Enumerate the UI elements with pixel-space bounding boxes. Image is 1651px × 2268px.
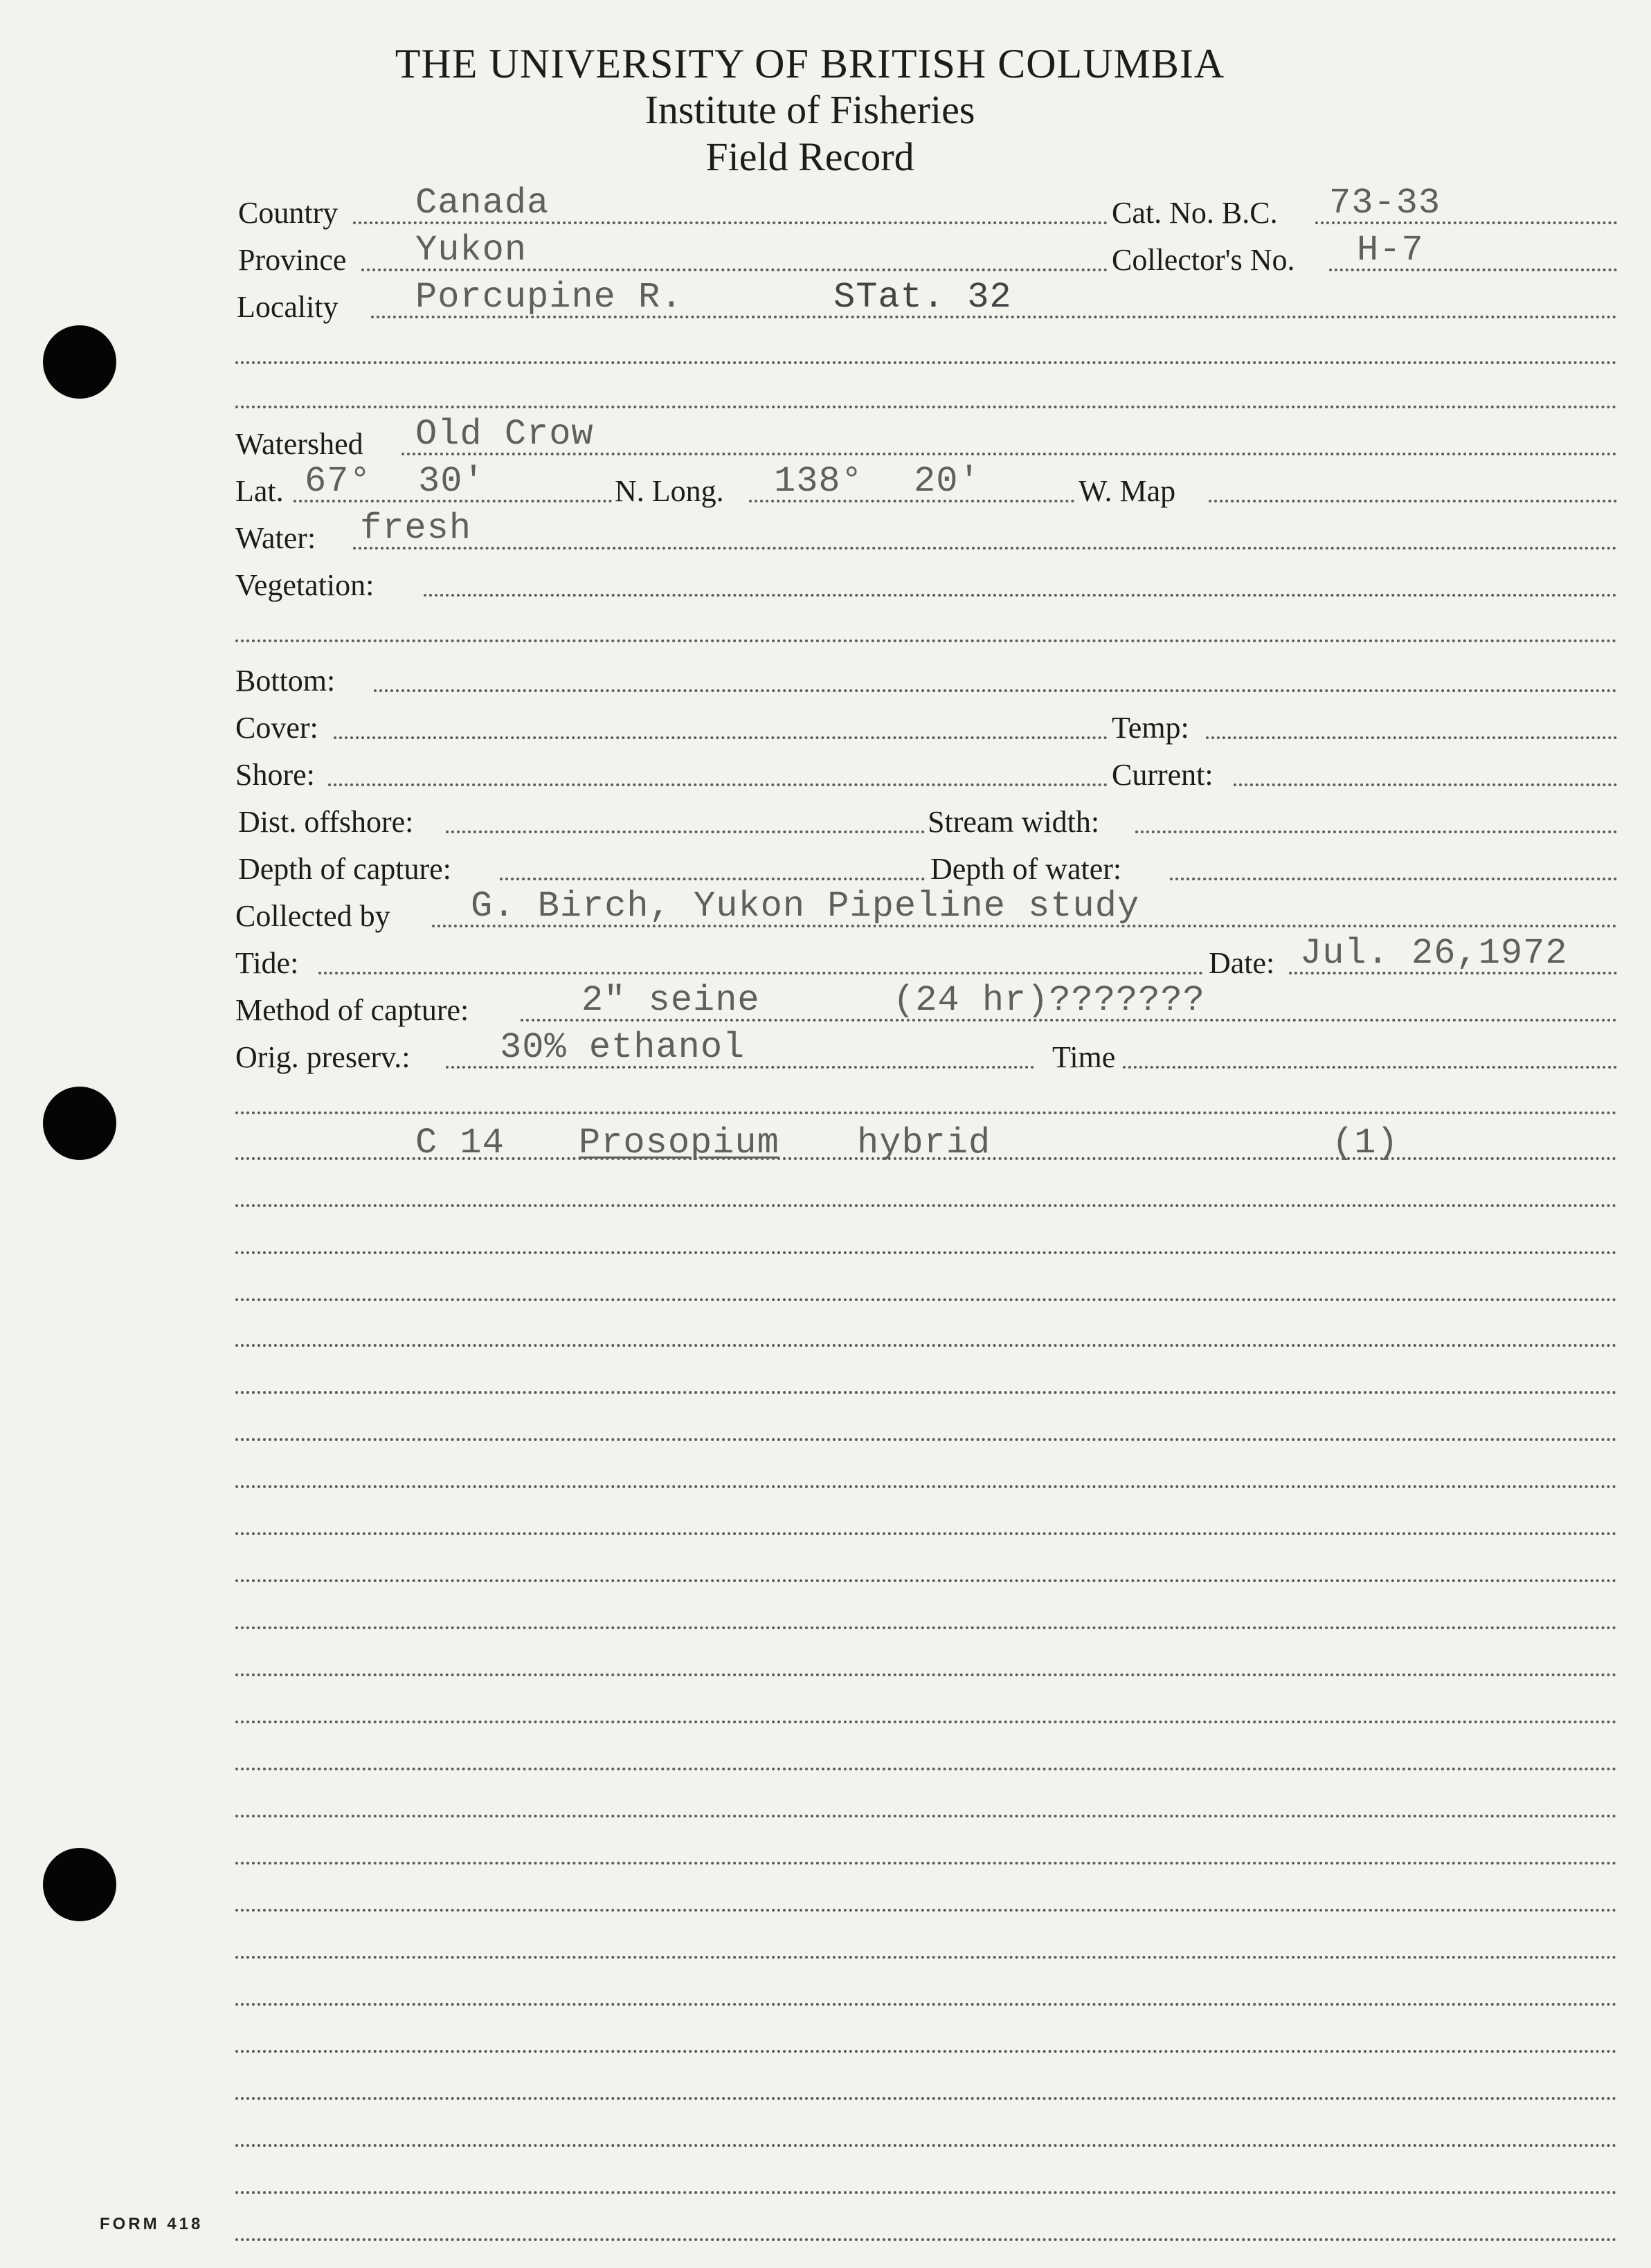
shore-label: Shore:	[235, 758, 315, 792]
dist-offshore-line	[446, 831, 925, 833]
notes-line	[235, 1438, 1617, 1441]
province-value: Yukon	[415, 230, 527, 271]
notes-line	[235, 1298, 1617, 1301]
method-label: Method of capture:	[235, 993, 469, 1027]
depth-water-line	[1170, 878, 1617, 880]
notes-line	[235, 1579, 1617, 1582]
watershed-value: Old Crow	[415, 414, 594, 455]
notes-line-1	[235, 1112, 1617, 1114]
bottom-line	[374, 689, 1617, 692]
collectors-no-label: Collector's No.	[1112, 243, 1295, 277]
orig-preserv-label: Orig. preserv.:	[235, 1040, 411, 1074]
tide-line	[318, 972, 1203, 974]
collected-by-value: G. Birch, Yukon Pipeline study	[471, 886, 1140, 927]
stream-width-line	[1135, 831, 1617, 833]
locality-line-3	[235, 406, 1617, 408]
current-label: Current:	[1112, 758, 1214, 792]
cat-no-value: 73-33	[1329, 183, 1441, 224]
collectors-no-value: H-7	[1357, 230, 1424, 271]
locality-label: Locality	[237, 290, 339, 324]
w-map-label: W. Map	[1079, 474, 1176, 508]
notes-line	[235, 2003, 1617, 2006]
water-label: Water:	[235, 521, 316, 555]
temp-line	[1206, 736, 1617, 739]
notes-line	[235, 2050, 1617, 2053]
notes-line	[235, 1768, 1617, 1770]
date-value: Jul. 26,1972	[1300, 933, 1568, 974]
catch-code-value: C 14	[415, 1123, 505, 1163]
notes-line	[235, 1956, 1617, 1959]
notes-line	[235, 1862, 1617, 1865]
notes-line	[235, 1815, 1617, 1817]
lat-minutes-value: 30'	[418, 461, 485, 502]
stream-width-label: Stream width:	[928, 805, 1100, 839]
notes-line	[235, 2238, 1617, 2241]
notes-line	[235, 2191, 1617, 2194]
catch-note-value: hybrid	[857, 1123, 991, 1163]
catch-count-value: (1)	[1332, 1123, 1399, 1163]
notes-line	[235, 1391, 1617, 1394]
depth-capture-label: Depth of capture:	[238, 852, 451, 886]
university-heading: THE UNIVERSITY OF BRITISH COLUMBIA	[395, 41, 1225, 87]
notes-line	[235, 1204, 1617, 1207]
depth-water-label: Depth of water:	[930, 852, 1122, 886]
catch-taxon-value: Prosopium	[579, 1123, 779, 1163]
orig-preserv-value: 30% ethanol	[500, 1027, 746, 1068]
lat-degrees-value: 67°	[305, 461, 372, 502]
notes-line	[235, 1673, 1617, 1676]
depth-capture-line	[500, 878, 925, 880]
cover-line	[334, 736, 1108, 739]
tide-label: Tide:	[235, 946, 299, 980]
country-label: Country	[238, 196, 339, 230]
date-label: Date:	[1209, 946, 1275, 980]
punch-hole-middle	[43, 1087, 116, 1160]
collected-by-label: Collected by	[235, 899, 390, 933]
current-line	[1234, 783, 1617, 786]
watershed-label: Watershed	[235, 427, 363, 461]
institute-heading: Institute of Fisheries	[644, 87, 975, 132]
vegetation-line-2	[235, 639, 1617, 642]
shore-line	[328, 783, 1108, 786]
notes-line	[235, 1626, 1617, 1629]
long-minutes-value: 20'	[914, 461, 981, 502]
notes-line	[235, 1251, 1617, 1254]
notes-line	[235, 2097, 1617, 2100]
map-line	[1209, 500, 1617, 502]
province-label: Province	[238, 243, 347, 277]
locality-line-2	[235, 361, 1617, 364]
dist-offshore-label: Dist. offshore:	[238, 805, 414, 839]
method-gear-value: 2" seine	[581, 980, 760, 1021]
form-number: FORM 418	[100, 2215, 204, 2233]
long-degrees-value: 138°	[774, 461, 863, 502]
notes-line	[235, 1485, 1617, 1488]
notes-line	[235, 1344, 1617, 1347]
locality-value: Porcupine R.	[415, 277, 683, 318]
station-value: STat. 32	[833, 277, 1012, 318]
punch-hole-top	[43, 325, 116, 399]
notes-line	[235, 1532, 1617, 1535]
lat-label: Lat.	[235, 474, 284, 508]
country-value: Canada	[415, 183, 550, 224]
bottom-label: Bottom:	[235, 664, 336, 698]
cover-label: Cover:	[235, 711, 318, 745]
vegetation-label: Vegetation:	[235, 568, 375, 602]
time-label: Time	[1052, 1040, 1116, 1074]
notes-line	[235, 1909, 1617, 1912]
time-line	[1123, 1066, 1617, 1069]
notes-line	[235, 2144, 1617, 2147]
water-value: fresh	[360, 508, 472, 549]
n-long-label: N. Long.	[615, 474, 724, 508]
method-duration-value: (24 hr)???????	[893, 980, 1205, 1021]
record-type-heading: Field Record	[705, 134, 914, 179]
vegetation-line	[424, 594, 1617, 597]
cat-no-label: Cat. No. B.C.	[1112, 196, 1278, 230]
water-line	[353, 547, 1617, 550]
notes-line	[235, 1721, 1617, 1723]
punch-hole-bottom	[43, 1848, 116, 1921]
temp-label: Temp:	[1112, 711, 1189, 745]
